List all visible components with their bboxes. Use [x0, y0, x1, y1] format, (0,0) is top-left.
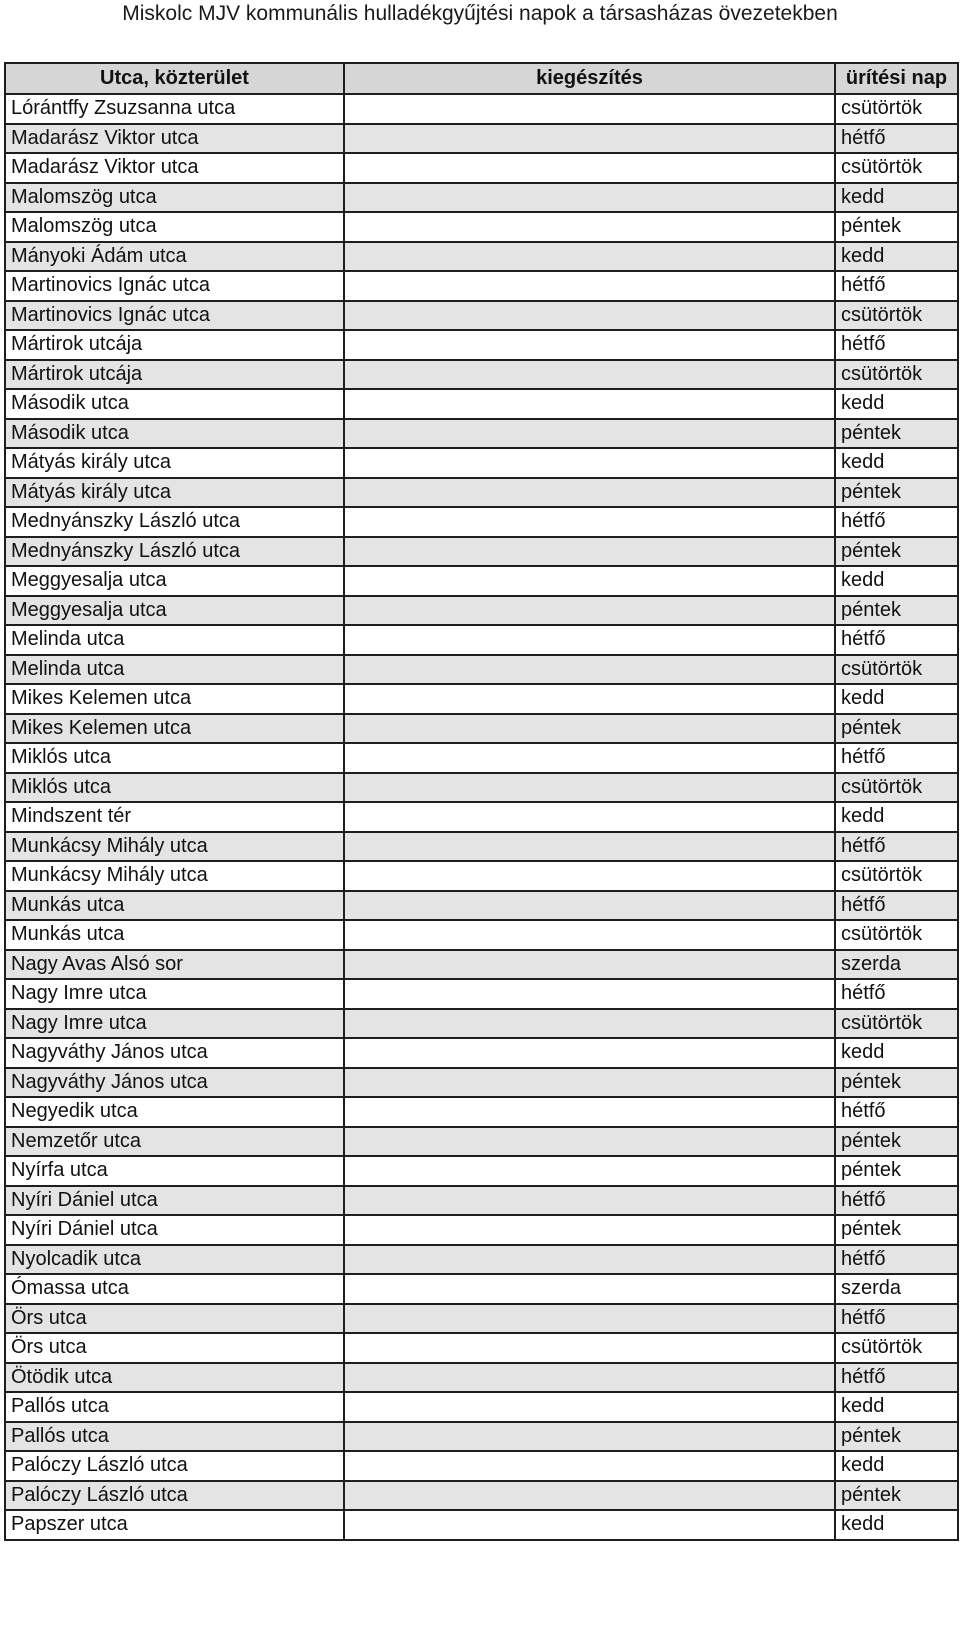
street-cell: Miklós utca: [5, 773, 344, 803]
street-cell: Nemzetőr utca: [5, 1127, 344, 1157]
table-row: [5, 920, 958, 950]
extra-cell: [344, 1009, 835, 1039]
street-cell: Mányoki Ádám utca: [5, 242, 344, 272]
extra-cell: [344, 419, 835, 449]
extra-cell: [344, 1127, 835, 1157]
street-cell: Martinovics Ignác utca: [5, 271, 344, 301]
collection-day-cell: hétfő: [835, 124, 958, 154]
table-row: [5, 1068, 958, 1098]
table-row: [5, 1481, 958, 1511]
street-cell: Meggyesalja utca: [5, 566, 344, 596]
column-header-day: ürítési nap: [835, 63, 958, 94]
street-cell: Melinda utca: [5, 625, 344, 655]
collection-day-cell: kedd: [835, 566, 958, 596]
table-row: [5, 743, 958, 773]
table-row: [5, 684, 958, 714]
collection-day-cell: csütörtök: [835, 655, 958, 685]
street-cell: Munkás utca: [5, 920, 344, 950]
table-row: [5, 1215, 958, 1245]
extra-cell: [344, 1068, 835, 1098]
collection-day-cell: csütörtök: [835, 153, 958, 183]
street-cell: Nyíri Dániel utca: [5, 1186, 344, 1216]
table-row: [5, 1510, 958, 1540]
collection-day-cell: hétfő: [835, 330, 958, 360]
street-cell: Munkácsy Mihály utca: [5, 832, 344, 862]
table-row: [5, 596, 958, 626]
table-row: [5, 802, 958, 832]
collection-day-cell: csütörtök: [835, 773, 958, 803]
street-cell: Mikes Kelemen utca: [5, 714, 344, 744]
table-row: [5, 330, 958, 360]
street-cell: Lórántffy Zsuzsanna utca: [5, 94, 344, 124]
street-cell: Munkás utca: [5, 891, 344, 921]
collection-day-cell: péntek: [835, 212, 958, 242]
extra-cell: [344, 1274, 835, 1304]
collection-day-cell: kedd: [835, 242, 958, 272]
extra-cell: [344, 1451, 835, 1481]
collection-day-cell: péntek: [835, 1422, 958, 1452]
extra-cell: [344, 920, 835, 950]
collection-day-cell: hétfő: [835, 507, 958, 537]
extra-cell: [344, 1097, 835, 1127]
extra-cell: [344, 360, 835, 390]
table-row: [5, 124, 958, 154]
extra-cell: [344, 330, 835, 360]
street-cell: Második utca: [5, 389, 344, 419]
collection-day-cell: csütörtök: [835, 1333, 958, 1363]
extra-cell: [344, 1510, 835, 1540]
table-row: [5, 1009, 958, 1039]
table-row: [5, 153, 958, 183]
extra-cell: [344, 1156, 835, 1186]
street-cell: Munkácsy Mihály utca: [5, 861, 344, 891]
column-header-street: Utca, közterület: [5, 63, 344, 94]
collection-day-cell: csütörtök: [835, 360, 958, 390]
collection-day-cell: kedd: [835, 389, 958, 419]
table-row: [5, 271, 958, 301]
collection-day-cell: hétfő: [835, 979, 958, 1009]
header-row: [5, 63, 958, 94]
table-header: [5, 63, 958, 94]
extra-cell: [344, 1363, 835, 1393]
table-row: [5, 861, 958, 891]
collection-day-cell: kedd: [835, 183, 958, 213]
table-row: [5, 1451, 958, 1481]
document-title: Miskolc MJV kommunális hulladékgyűjtési napok a társasházas övezetekben: [122, 2, 838, 25]
street-cell: Mártirok utcája: [5, 330, 344, 360]
table-row: [5, 1392, 958, 1422]
table-row: [5, 1156, 958, 1186]
extra-cell: [344, 891, 835, 921]
street-cell: Melinda utca: [5, 655, 344, 685]
street-cell: Negyedik utca: [5, 1097, 344, 1127]
collection-day-cell: péntek: [835, 537, 958, 567]
collection-day-cell: hétfő: [835, 891, 958, 921]
extra-cell: [344, 832, 835, 862]
extra-cell: [344, 1422, 835, 1452]
collection-day-cell: péntek: [835, 714, 958, 744]
table-row: [5, 507, 958, 537]
extra-cell: [344, 950, 835, 980]
collection-schedule-table: [4, 62, 959, 1541]
extra-cell: [344, 1186, 835, 1216]
collection-day-cell: szerda: [835, 1274, 958, 1304]
street-cell: Martinovics Ignác utca: [5, 301, 344, 331]
table-row: [5, 1186, 958, 1216]
table-row: [5, 419, 958, 449]
table-row: [5, 1038, 958, 1068]
extra-cell: [344, 124, 835, 154]
table-row: [5, 950, 958, 980]
extra-cell: [344, 1245, 835, 1275]
table-body: [5, 94, 958, 1540]
table-row: [5, 1304, 958, 1334]
collection-day-cell: péntek: [835, 596, 958, 626]
table-row: [5, 360, 958, 390]
extra-cell: [344, 94, 835, 124]
extra-cell: [344, 448, 835, 478]
extra-cell: [344, 566, 835, 596]
table-row: [5, 1363, 958, 1393]
street-cell: Pallós utca: [5, 1392, 344, 1422]
street-cell: Második utca: [5, 419, 344, 449]
collection-day-cell: kedd: [835, 1451, 958, 1481]
street-cell: Miklós utca: [5, 743, 344, 773]
table-row: [5, 773, 958, 803]
table-row: [5, 655, 958, 685]
collection-day-cell: péntek: [835, 1068, 958, 1098]
table-row: [5, 566, 958, 596]
table-row: [5, 1127, 958, 1157]
street-cell: Mindszent tér: [5, 802, 344, 832]
street-cell: Mártirok utcája: [5, 360, 344, 390]
collection-day-cell: csütörtök: [835, 920, 958, 950]
street-cell: Örs utca: [5, 1333, 344, 1363]
street-cell: Meggyesalja utca: [5, 596, 344, 626]
table-row: [5, 301, 958, 331]
table-row: [5, 1333, 958, 1363]
extra-cell: [344, 861, 835, 891]
table-row: [5, 891, 958, 921]
extra-cell: [344, 596, 835, 626]
collection-day-cell: csütörtök: [835, 1009, 958, 1039]
collection-day-cell: hétfő: [835, 1304, 958, 1334]
collection-day-cell: hétfő: [835, 1245, 958, 1275]
extra-cell: [344, 1215, 835, 1245]
table-row: [5, 1422, 958, 1452]
table-row: [5, 979, 958, 1009]
street-cell: Mátyás király utca: [5, 478, 344, 508]
extra-cell: [344, 684, 835, 714]
table-row: [5, 714, 958, 744]
collection-day-cell: kedd: [835, 1392, 958, 1422]
extra-cell: [344, 153, 835, 183]
extra-cell: [344, 743, 835, 773]
table-row: [5, 1097, 958, 1127]
table-row: [5, 537, 958, 567]
street-cell: Mednyánszky László utca: [5, 537, 344, 567]
street-cell: Örs utca: [5, 1304, 344, 1334]
collection-day-cell: kedd: [835, 448, 958, 478]
street-cell: Mátyás király utca: [5, 448, 344, 478]
collection-day-cell: csütörtök: [835, 301, 958, 331]
collection-day-cell: hétfő: [835, 1363, 958, 1393]
table-row: [5, 625, 958, 655]
street-cell: Papszer utca: [5, 1510, 344, 1540]
collection-day-cell: hétfő: [835, 271, 958, 301]
extra-cell: [344, 183, 835, 213]
column-header-extra: kiegészítés: [344, 63, 835, 94]
collection-day-cell: péntek: [835, 478, 958, 508]
table-row: [5, 448, 958, 478]
collection-day-cell: hétfő: [835, 743, 958, 773]
table-row: [5, 183, 958, 213]
extra-cell: [344, 655, 835, 685]
collection-day-cell: kedd: [835, 1510, 958, 1540]
extra-cell: [344, 1392, 835, 1422]
extra-cell: [344, 389, 835, 419]
street-cell: Ötödik utca: [5, 1363, 344, 1393]
table-row: [5, 1245, 958, 1275]
collection-day-cell: hétfő: [835, 1097, 958, 1127]
collection-day-cell: csütörtök: [835, 94, 958, 124]
collection-day-cell: péntek: [835, 419, 958, 449]
extra-cell: [344, 507, 835, 537]
extra-cell: [344, 212, 835, 242]
extra-cell: [344, 773, 835, 803]
collection-day-cell: szerda: [835, 950, 958, 980]
collection-day-cell: hétfő: [835, 832, 958, 862]
collection-day-cell: csütörtök: [835, 861, 958, 891]
street-cell: Palóczy László utca: [5, 1451, 344, 1481]
table-row: [5, 832, 958, 862]
street-cell: Nyíri Dániel utca: [5, 1215, 344, 1245]
extra-cell: [344, 537, 835, 567]
extra-cell: [344, 625, 835, 655]
collection-day-cell: hétfő: [835, 1186, 958, 1216]
street-cell: Nagy Imre utca: [5, 979, 344, 1009]
table-row: [5, 1274, 958, 1304]
street-cell: Malomszög utca: [5, 183, 344, 213]
table-row: [5, 242, 958, 272]
collection-day-cell: kedd: [835, 684, 958, 714]
street-cell: Madarász Viktor utca: [5, 124, 344, 154]
table-row: [5, 94, 958, 124]
collection-day-cell: kedd: [835, 802, 958, 832]
street-cell: Mednyánszky László utca: [5, 507, 344, 537]
extra-cell: [344, 714, 835, 744]
street-cell: Mikes Kelemen utca: [5, 684, 344, 714]
collection-day-cell: péntek: [835, 1215, 958, 1245]
street-cell: Nagyváthy János utca: [5, 1038, 344, 1068]
extra-cell: [344, 1481, 835, 1511]
extra-cell: [344, 1333, 835, 1363]
street-cell: Ómassa utca: [5, 1274, 344, 1304]
collection-day-cell: péntek: [835, 1156, 958, 1186]
extra-cell: [344, 242, 835, 272]
extra-cell: [344, 1038, 835, 1068]
extra-cell: [344, 1304, 835, 1334]
street-cell: Nyolcadik utca: [5, 1245, 344, 1275]
extra-cell: [344, 979, 835, 1009]
collection-day-cell: hétfő: [835, 625, 958, 655]
street-cell: Nagy Avas Alsó sor: [5, 950, 344, 980]
table-row: [5, 212, 958, 242]
street-cell: Palóczy László utca: [5, 1481, 344, 1511]
table-row: [5, 389, 958, 419]
extra-cell: [344, 271, 835, 301]
street-cell: Pallós utca: [5, 1422, 344, 1452]
collection-day-cell: kedd: [835, 1038, 958, 1068]
street-cell: Nagyváthy János utca: [5, 1068, 344, 1098]
street-cell: Nyírfa utca: [5, 1156, 344, 1186]
collection-day-cell: péntek: [835, 1127, 958, 1157]
extra-cell: [344, 301, 835, 331]
collection-day-cell: péntek: [835, 1481, 958, 1511]
street-cell: Malomszög utca: [5, 212, 344, 242]
extra-cell: [344, 802, 835, 832]
table-row: [5, 478, 958, 508]
extra-cell: [344, 478, 835, 508]
street-cell: Madarász Viktor utca: [5, 153, 344, 183]
street-cell: Nagy Imre utca: [5, 1009, 344, 1039]
